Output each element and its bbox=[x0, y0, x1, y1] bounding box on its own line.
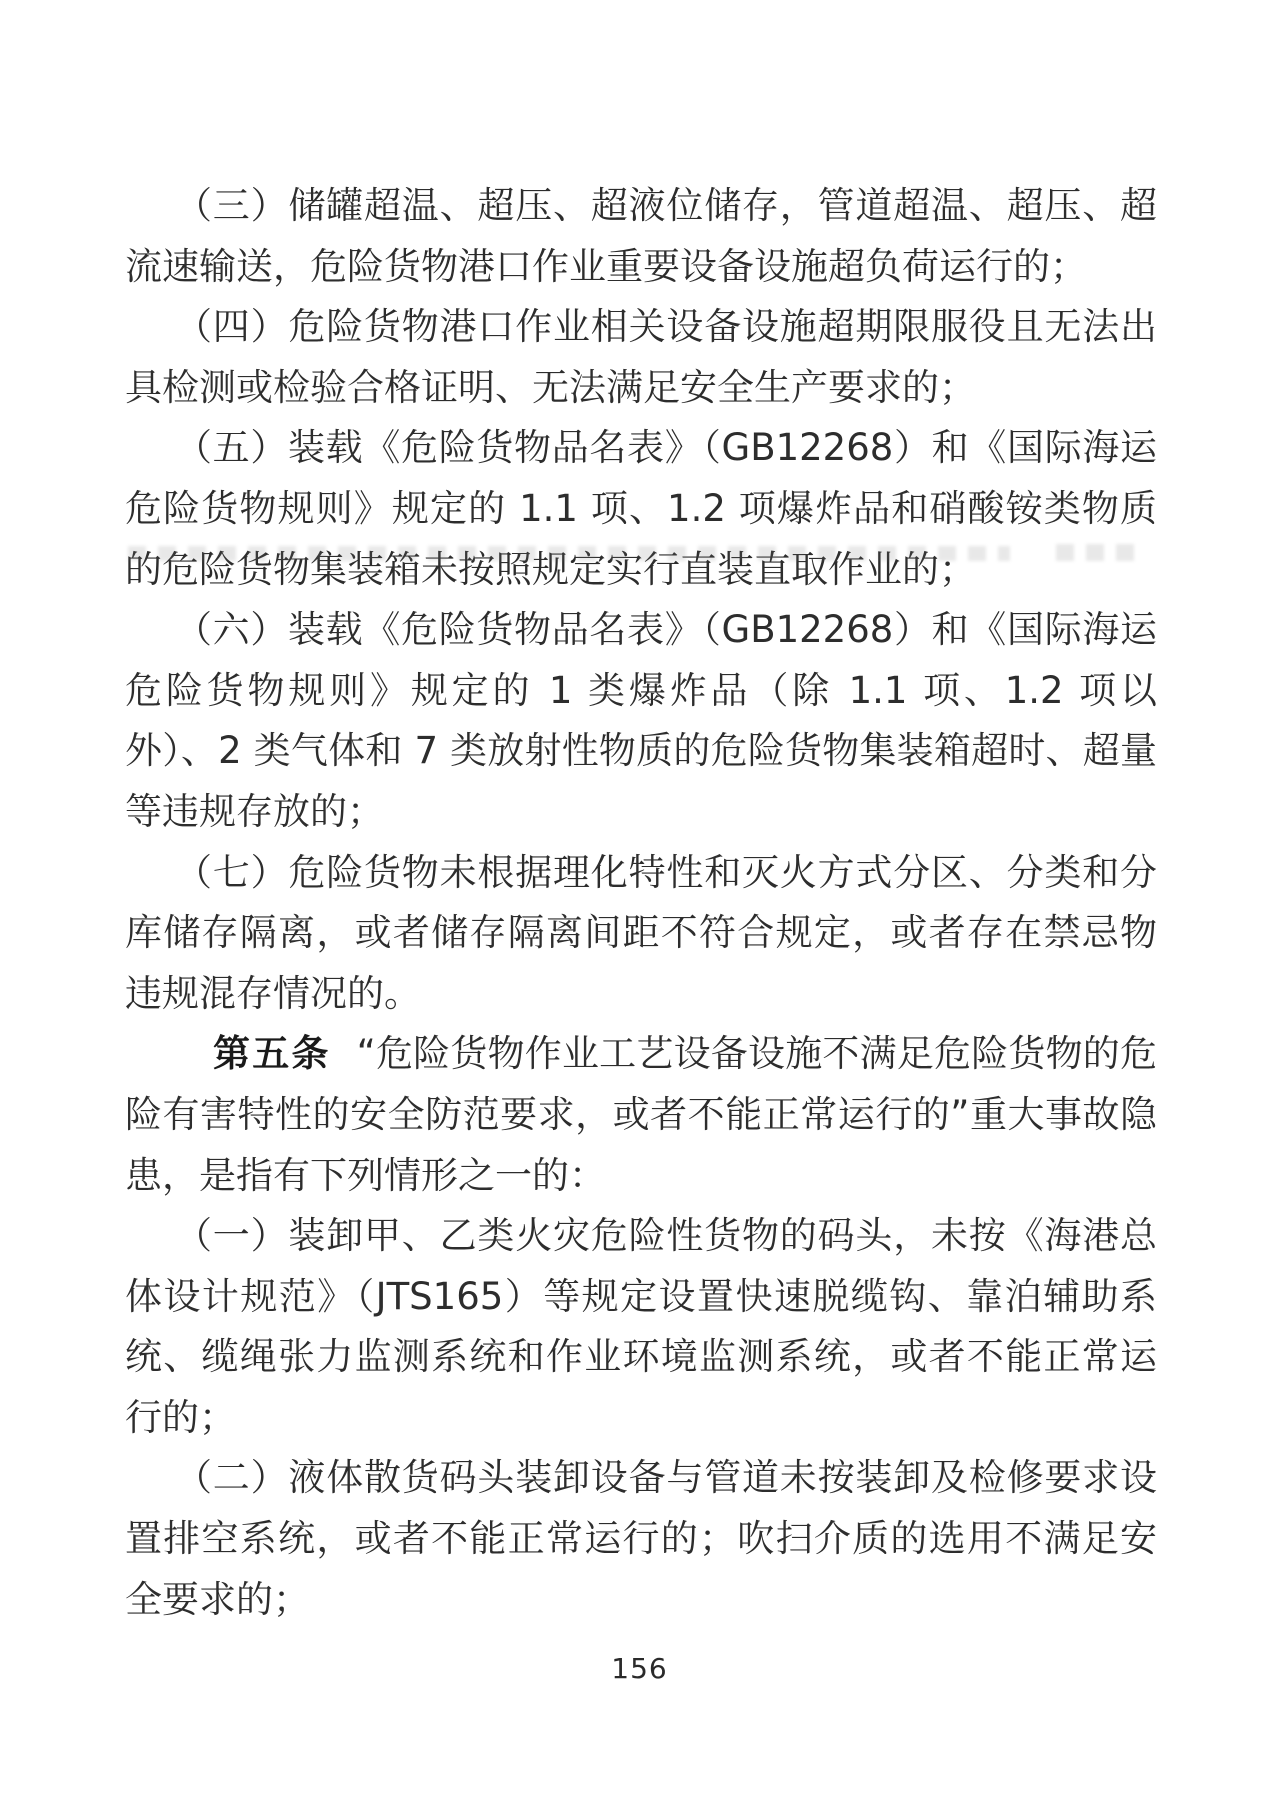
clause-7-text: （七）危险货物未根据理化特性和灭火方式分区、分类和分库储存隔离，或者储存隔离间距不符合规定，或者存在禁忌物违规混存情况的。 bbox=[125, 850, 1157, 1015]
item-1-text: （一）装卸甲、乙类火灾危险性货物的码头，未按《海港总体设计规范》（JTS165）等规定设置快速脱缆钩、靠泊辅助系统、缆绳张力监测系统和作业环境监测系统，或者不能正常运行的； bbox=[125, 1214, 1157, 1439]
item-2-text: （二）液体散货码头装卸设备与管道未按装卸及检修要求设置排空系统，或者不能正常运行的；吹扫介质的选用不满足安全要求的； bbox=[125, 1456, 1157, 1621]
clause-4-text: （四）危险货物港口作业相关设备设施超期限服役且无法出具检测或检验合格证明、无法满足安全生产要求的； bbox=[125, 305, 1157, 409]
clause-3-text: （三）储罐超温、超压、超液位储存，管道超温、超压、超流速输送，危险货物港口作业重要设备设施超负荷运行的； bbox=[125, 184, 1157, 288]
clause-4-paragraph bbox=[125, 297, 1157, 418]
clause-7-paragraph bbox=[125, 843, 1157, 1025]
item-1-paragraph bbox=[125, 1206, 1157, 1448]
item-2-paragraph bbox=[125, 1448, 1157, 1630]
article-5-text: “危险货物作业工艺设备设施不满足危险货物的危险有害特性的安全防范要求，或者不能正常运行的”重大事故隐患，是指有下列情形之一的： bbox=[125, 1032, 1158, 1197]
clause-6-paragraph bbox=[125, 600, 1157, 842]
page-body-text bbox=[125, 176, 1157, 1630]
clause-5-text: （五）装载《危险货物品名表》（GB12268）和《国际海运危险货物规则》规定的 1.1 项、1.2 项爆炸品和硝酸铵类物质的危险货物集装箱未按照规定实行直装直取作业的； bbox=[125, 426, 1157, 591]
scan-bleed-artifact bbox=[1056, 544, 1140, 561]
scan-bleed-artifact bbox=[128, 546, 1010, 561]
article-5-label: 第五条 bbox=[213, 1032, 331, 1076]
clause-3-paragraph bbox=[125, 176, 1157, 297]
article-5-paragraph bbox=[125, 1024, 1157, 1206]
clause-6-text: （六）装载《危险货物品名表》（GB12268）和《国际海运危险货物规则》规定的 1 类爆炸品（除 1.1 项、1.2 项以外）、2 类气体和 7 类放射性物质的危险货物集装箱超时、超量等违规存放的； bbox=[125, 608, 1157, 833]
page-number: 156 bbox=[611, 1652, 668, 1685]
clause-5-paragraph bbox=[125, 418, 1157, 600]
